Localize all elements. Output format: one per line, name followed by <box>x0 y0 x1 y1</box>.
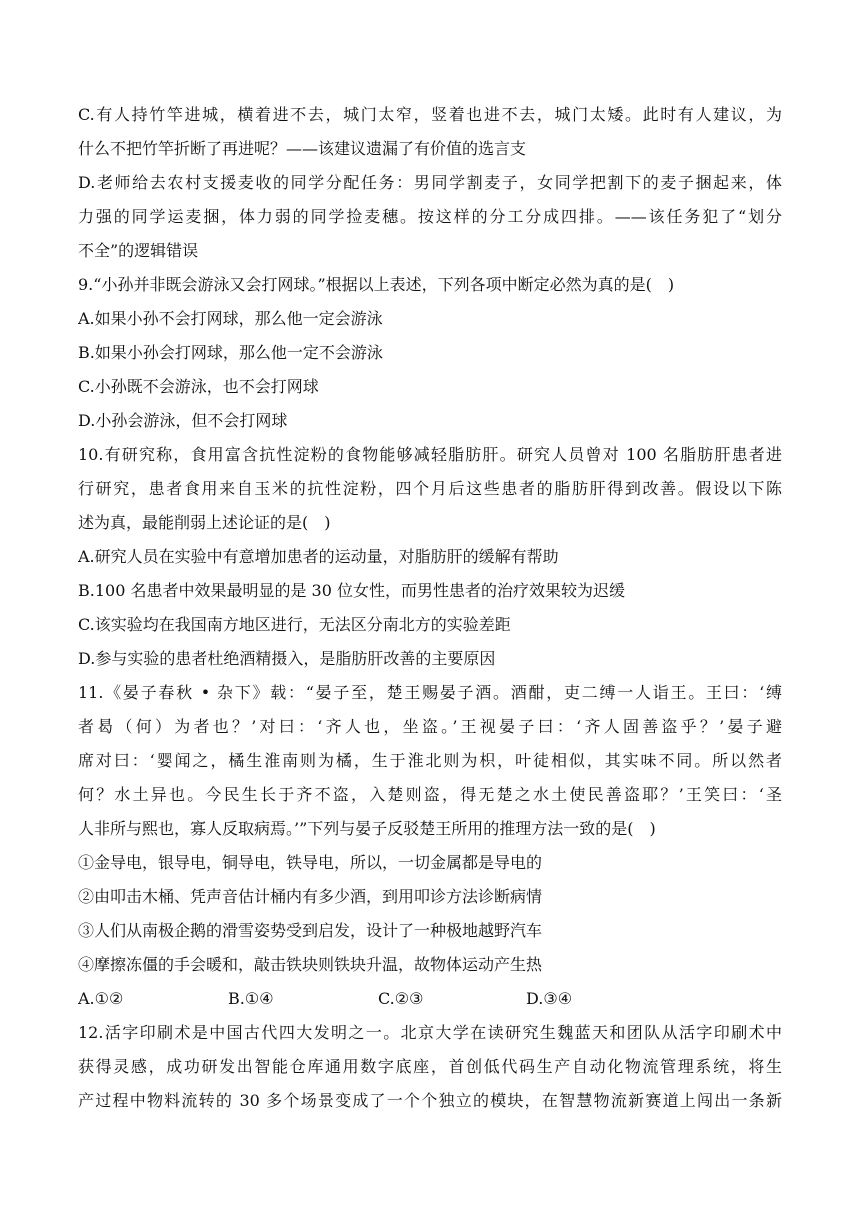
question-10-option-a: A.研究人员在实验中有意增加患者的运动量，对脂肪肝的缓解有帮助 <box>78 547 559 566</box>
question-11-options <box>78 986 782 1012</box>
question-11-item-2: ②由叩击木桶、凭声音估计桶内有多少酒，到用叩诊方法诊断病情 <box>78 887 543 906</box>
question-11-item-1: ①金导电，银导电，铜导电，铁导电，所以，一切金属都是导电的 <box>78 853 543 872</box>
question-9-option-c: C.小孙既不会游泳，也不会打网球 <box>78 377 319 396</box>
option-8d-line-3: 不全”的逻辑错误 <box>78 241 199 260</box>
question-10-stem-line-3: 述为真，最能削弱上述论证的是( ) <box>78 513 331 532</box>
question-11-option-d: D.③④ <box>526 989 573 1008</box>
question-11-stem-line-4: 何？水土异也。今民生长于齐不盗，入楚则盗，得无楚之水土使民善盗耶？’王笑曰：‘圣 <box>78 785 782 804</box>
question-10-option-b: B.100 名患者中效果最明显的是 30 位女性，而男性患者的治疗效果较为迟缓 <box>78 581 626 600</box>
question-11-option-a: A.①② <box>78 989 124 1008</box>
question-10-stem-line-1: 10.有研究称，食用富含抗性淀粉的食物能够减轻脂肪肝。研究人员曾对 100 名脂肪肝患者进 <box>78 445 782 464</box>
question-9-stem: 9.“小孙并非既会游泳又会打网球。”根据以上表述，下列各项中断定必然为真的是( ) <box>78 275 675 294</box>
question-10-stem-line-2: 行研究，患者食用来自玉米的抗性淀粉，四个月后这些患者的脂肪肝得到改善。假设以下陈 <box>78 479 782 498</box>
question-9-option-b: B.如果小孙会打网球，那么他一定不会游泳 <box>78 343 383 362</box>
question-11-option-b: B.①④ <box>228 989 274 1008</box>
question-9-option-d: D.小孙会游泳，但不会打网球 <box>78 411 288 430</box>
question-10-option-c: C.该实验均在我国南方地区进行，无法区分南北方的实验差距 <box>78 615 511 634</box>
option-8c-line-2: 什么不把竹竿折断了再进呢？——该建议遗漏了有价值的选言支 <box>78 139 527 158</box>
option-8c-line-1: C.有人持竹竿进城，横着进不去，城门太窄，竖着也进不去，城门太矮。此时有人建议，为 <box>78 105 782 124</box>
question-12-stem-line-1: 12.活字印刷术是中国古代四大发明之一。北京大学在读研究生魏蓝天和团队从活字印刷术中 <box>78 1023 782 1042</box>
option-8d-line-1: D.老师给去农村支援麦收的同学分配任务：男同学割麦子，女同学把割下的麦子捆起来，体 <box>78 173 782 192</box>
question-11-option-c: C.②③ <box>378 989 424 1008</box>
question-11-stem-line-2: 者曷（何）为者也？’对曰：‘齐人也，坐盗。’王视晏子曰：‘齐人固善盗乎？’晏子避 <box>78 717 782 736</box>
question-9-option-a: A.如果小孙不会打网球，那么他一定会游泳 <box>78 309 383 328</box>
question-11-stem-line-5: 人非所与熙也，寡人反取病焉。’”下列与晏子反驳楚王所用的推理方法一致的是( ) <box>78 819 656 838</box>
question-12-stem-line-3: 产过程中物料流转的 30 多个场景变成了一个个独立的模块，在智慧物流新赛道上闯出一条新 <box>78 1091 782 1110</box>
question-11-stem-line-3: 席对曰：‘婴闻之，橘生淮南则为橘，生于淮北则为枳，叶徒相似，其实味不同。所以然者 <box>78 751 782 770</box>
question-11-item-3: ③人们从南极企鹅的滑雪姿势受到启发，设计了一种极地越野汽车 <box>78 921 543 940</box>
question-12-stem-line-2: 获得灵感，成功研发出智能仓库通用数字底座，首创低代码生产自动化物流管理系统，将生 <box>78 1057 782 1076</box>
question-11-item-4: ④摩擦冻僵的手会暖和，敲击铁块则铁块升温，故物体运动产生热 <box>78 955 543 974</box>
question-10-option-d: D.参与实验的患者杜绝酒精摄入，是脂肪肝改善的主要原因 <box>78 649 496 668</box>
question-11-stem-line-1: 11.《晏子春秋 • 杂下》载：“晏子至，楚王赐晏子酒。酒酣，吏二缚一人诣王。王曰：‘缚 <box>78 683 782 702</box>
option-8d-line-2: 力强的同学运麦捆，体力弱的同学捡麦穗。按这样的分工分成四排。——该任务犯了“划分 <box>78 207 782 226</box>
